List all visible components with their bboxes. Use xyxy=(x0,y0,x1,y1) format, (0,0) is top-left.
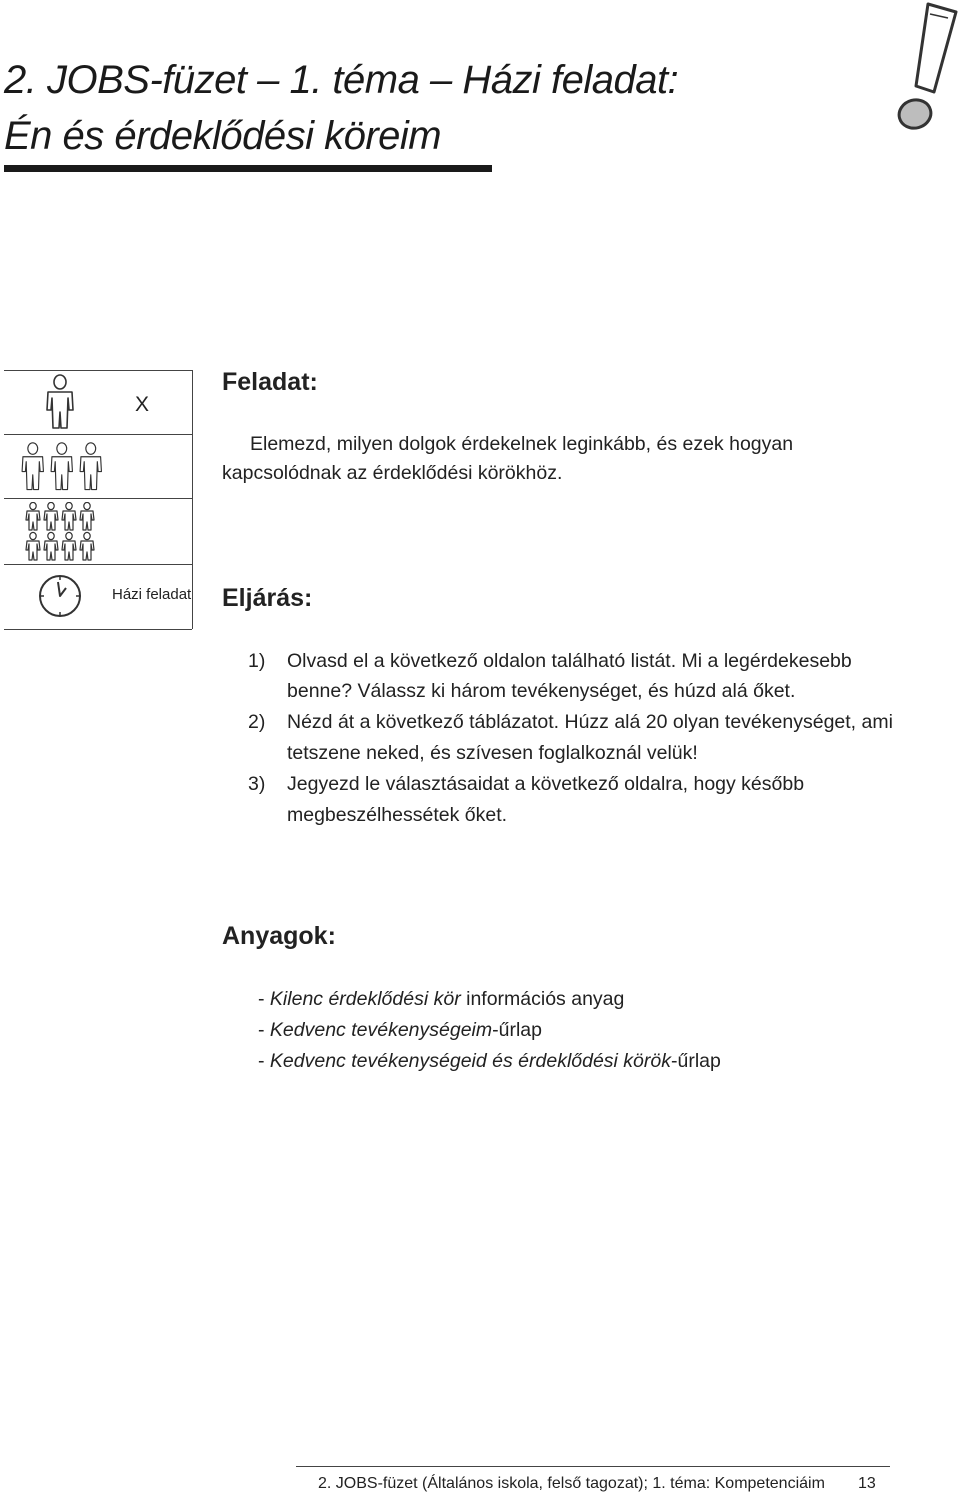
step-number: 1) xyxy=(248,650,266,672)
sidebar-rule xyxy=(4,370,192,371)
sidebar-rule xyxy=(4,564,192,565)
step-line: benne? Válassz ki három tevékenységet, és húzd alá őket. xyxy=(287,680,796,702)
procedure-heading: Eljárás: xyxy=(222,584,313,612)
footer-text: 2. JOBS-füzet (Általános iskola, felső tagozat); 1. téma: Kompetenciáim xyxy=(318,1475,825,1492)
step-line: Jegyezd le választásaidat a következő oldalra, hogy később xyxy=(287,773,805,795)
task-heading: Feladat: xyxy=(222,368,318,396)
large-group-icon xyxy=(20,502,100,562)
material-item: - Kedvenc tevékenységeid és érdeklődési körök-űrlap xyxy=(258,1050,721,1072)
page-subtitle: Én és érdeklődési köreim xyxy=(4,114,442,158)
small-group-icon xyxy=(16,442,106,494)
task-line: kapcsolódnak az érdeklődési körökhöz. xyxy=(222,462,563,484)
material-item: - Kedvenc tevékenységeim-űrlap xyxy=(258,1019,542,1041)
step-number: 2) xyxy=(248,711,266,733)
sidebar-rule xyxy=(4,498,192,499)
page-number: 13 xyxy=(858,1475,876,1492)
sidebar-rule xyxy=(4,629,192,630)
sidebar-rule xyxy=(4,434,192,435)
step-line: Nézd át a következő táblázatot. Húzz alá 20 olyan tevékenységet, ami xyxy=(287,711,893,733)
sidebar-divider xyxy=(192,370,193,629)
title-underline-bar xyxy=(4,165,492,172)
time-label: Házi feladat xyxy=(112,586,192,603)
footer-rule xyxy=(296,1466,890,1467)
materials-heading: Anyagok: xyxy=(222,922,336,950)
task-line: Elemezd, milyen dolgok érdekelnek leginkább, és ezek hogyan xyxy=(250,433,794,455)
step-line: Olvasd el a következő oldalon található listát. Mi a legérdekesebb xyxy=(287,650,852,672)
clock-icon xyxy=(36,572,84,620)
step-line: tetszene neked, és szívesen foglalkoznál velük! xyxy=(287,742,698,764)
single-person-icon xyxy=(42,374,78,430)
group-size-mark: X xyxy=(135,393,150,416)
material-item: - Kilenc érdeklődési kör információs anyag xyxy=(258,988,625,1010)
step-line: megbeszélhessétek őket. xyxy=(287,804,508,826)
step-number: 3) xyxy=(248,773,266,795)
exclamation-icon xyxy=(880,0,960,140)
page-title: 2. JOBS-füzet – 1. téma – Házi feladat: xyxy=(4,58,679,102)
